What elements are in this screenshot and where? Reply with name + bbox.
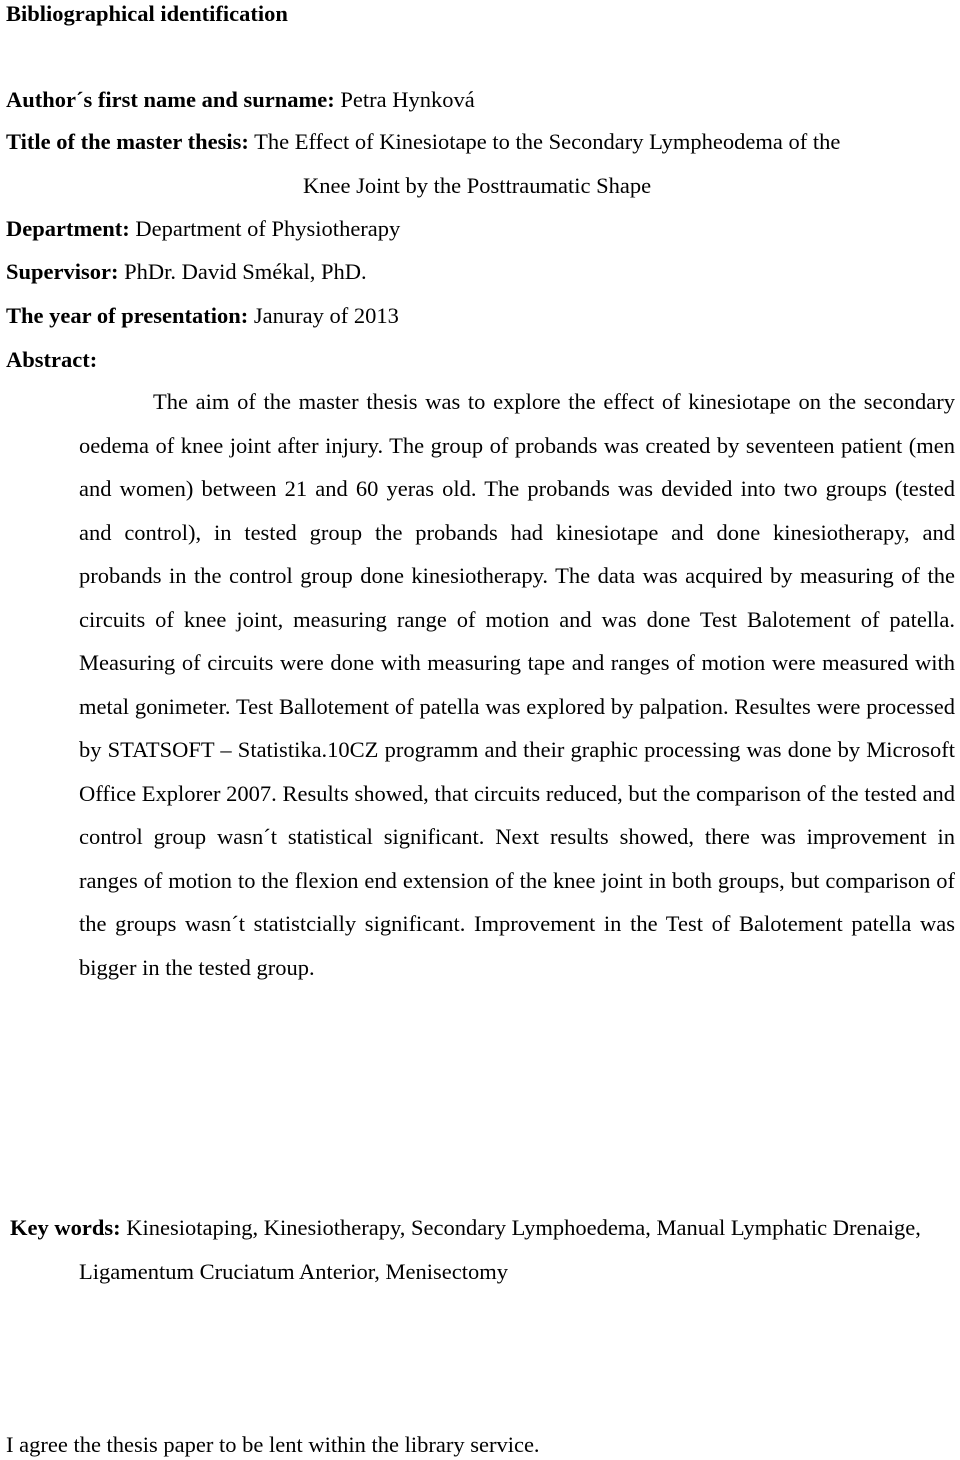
page-heading: Bibliographical identification	[6, 1, 288, 26]
author-label: Author´s first name and surname:	[6, 87, 335, 112]
keywords-label: Key words:	[10, 1215, 121, 1240]
author-row	[6, 86, 475, 114]
keywords-value: Kinesiotaping, Kinesiotherapy, Secondary Lymphoedema, Manual Lymphatic Drenaige, Ligamentum Cruciatum Anterior, Menisectomy	[79, 1215, 921, 1284]
abstract-text: The aim of the master thesis was to explore the effect of kinesiotape on the secondary oedema of knee joint after injury. The group of probands was created by seventeen patient (men and women) between 21 and 60 yeras old. The probands was devided into two groups (tested and control), in tested group the probands had kinesiotape and done kinesiotherapy, and probands in the control group done kinesiotherapy. The data was acquired by measuring of the circuits of knee joint, measuring range of motion and was done Test Balotement of patella. Measuring of circuits were done with measuring tape and ranges of motion were measured with metal gonimeter. Test Ballotement of patella was explored by palpation. Resultes were processed by STATSOFT – Statistika.10CZ programm and their graphic processing was done by Microsoft Office Explorer 2007. Results showed, that circuits reduced, but the comparison of the tested and control group wasn´t statistical significant. Next results showed, there was improvement in ranges of motion to the flexion end extension of the knee joint in both groups, but comparison of the groups wasn´t statistcially significant. Improvement in the Test of Balotement patella was bigger in the tested group.	[79, 389, 955, 980]
keywords-row	[10, 1206, 955, 1294]
supervisor-label: Supervisor:	[6, 259, 119, 284]
supervisor-value: PhDr. David Smékal, PhD.	[124, 259, 367, 284]
abstract-label: Abstract:	[6, 347, 98, 372]
department-value: Department of Physiotherapy	[135, 216, 401, 241]
department-label: Department:	[6, 216, 130, 241]
title-label: Title of the master thesis:	[6, 129, 249, 154]
title-row	[6, 128, 840, 156]
year-row	[6, 302, 399, 330]
agreement-statement: I agree the thesis paper to be lent within the library service.	[6, 1432, 540, 1457]
author-value: Petra Hynková	[340, 87, 475, 112]
supervisor-row	[6, 258, 367, 286]
title-value-line2: Knee Joint by the Posttraumatic Shape	[303, 173, 652, 198]
title-value-line1: The Effect of Kinesiotape to the Secondary Lympheodema of the	[254, 129, 841, 154]
year-value: Januray of 2013	[253, 303, 399, 328]
year-label: The year of presentation:	[6, 303, 249, 328]
department-row	[6, 215, 400, 243]
